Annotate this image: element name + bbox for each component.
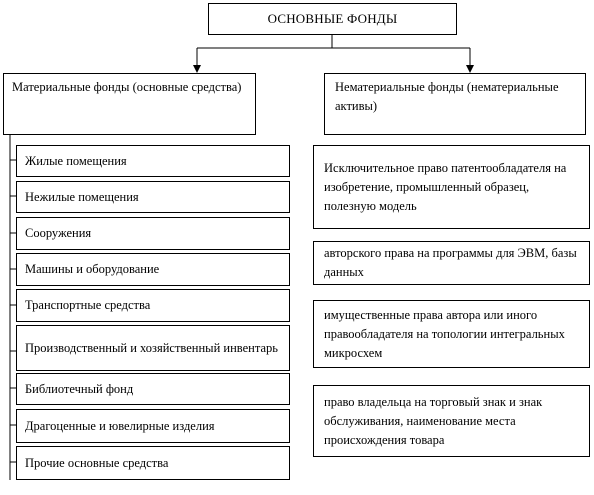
intangible-item: [313, 300, 590, 368]
intangible-item: [313, 241, 590, 285]
left-arrowhead: [193, 65, 201, 73]
intangible-item-label: авторского права на программы для ЭВМ, базы данных: [324, 246, 577, 279]
tangible-item-label: Библиотечный фонд: [25, 381, 134, 396]
tangible-item: [16, 181, 290, 213]
intangible-item-label: Исключительное право патентообладателя на изобретение, промышленный образец, полезную модель: [324, 160, 567, 213]
tangible-item: [16, 325, 290, 371]
intangible-item: [313, 145, 590, 229]
tangible-item: [16, 373, 290, 405]
tangible-item-label: Жилые помещения: [25, 153, 127, 168]
tangible-item-label: Транспортные средства: [25, 298, 151, 312]
intangible-item: [313, 385, 590, 457]
tangible-item-label: Машины и оборудование: [25, 262, 160, 276]
tangible-item-label: Нежилые помещения: [25, 189, 139, 204]
tangible-item: [16, 446, 290, 480]
root-node: [208, 3, 457, 35]
tangible-item: [16, 145, 290, 177]
tangible-item: [16, 289, 290, 322]
tangible-item: [16, 409, 290, 443]
tangible-assets-heading: Материальные фонды (основные средства): [12, 80, 242, 94]
tangible-item-label: Производственный и хозяйственный инвентарь: [25, 340, 278, 355]
tangible-assets-header: [3, 73, 256, 135]
intangible-item-label: имущественные права автора или иного правообладателя на топологии интегральных микросхем: [324, 307, 565, 360]
root-label: ОСНОВНЫЕ ФОНДЫ: [267, 11, 398, 26]
tangible-item-label: Прочие основные средства: [25, 455, 169, 470]
tangible-item-label: Драгоценные и ювелирные изделия: [25, 418, 215, 433]
intangible-assets-header: [324, 73, 586, 135]
tangible-item: [16, 217, 290, 250]
tangible-item: [16, 253, 290, 286]
intangible-assets-heading: Нематериальные фонды (нематериальные активы): [335, 80, 559, 113]
right-arrowhead: [466, 65, 474, 73]
tangible-item-label: Сооружения: [25, 226, 92, 240]
intangible-item-label: право владельца на торговый знак и знак обслуживания, наименование места происхождения товара: [324, 394, 543, 447]
